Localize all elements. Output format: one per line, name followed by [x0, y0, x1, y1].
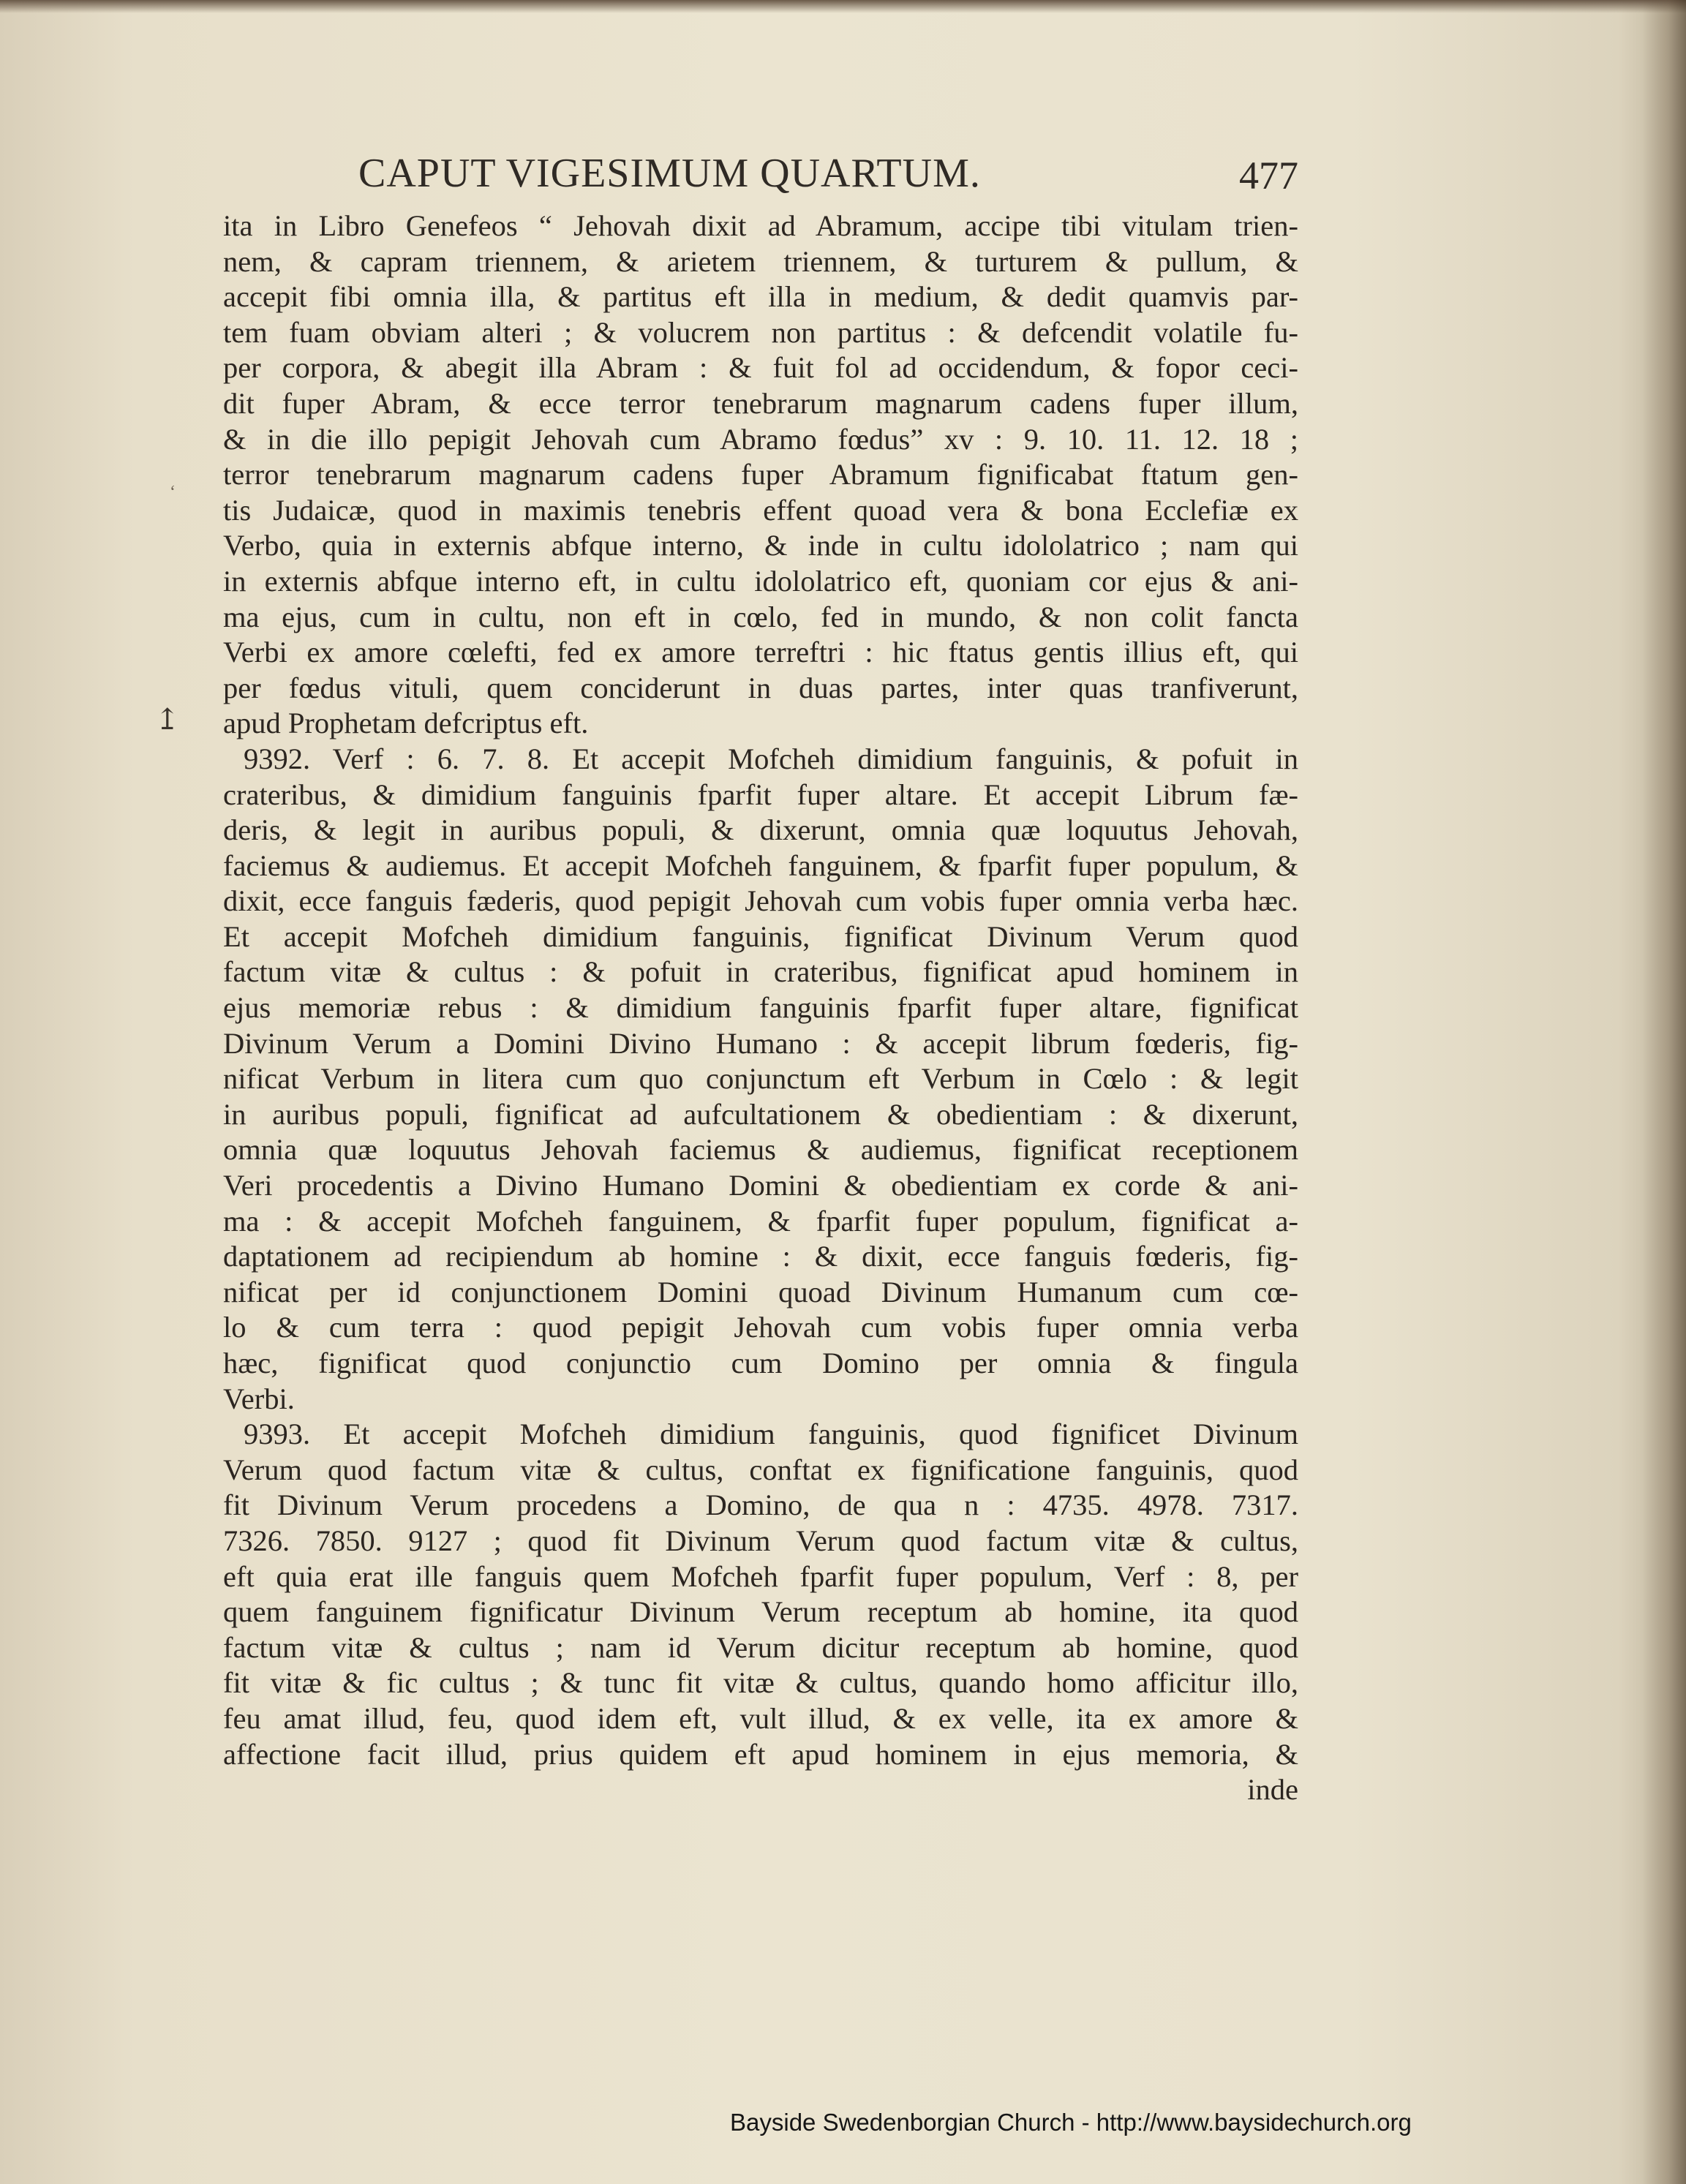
text-line: quem fanguinem fignificatur Divinum Verum receptum ab homine, ita quod [223, 1595, 1298, 1629]
text-line: nificat Verbum in litera cum quo conjunctum eft Verbum in Cœlo : & legit [223, 1062, 1298, 1096]
text-line: factum vitæ & cultus : & pofuit in crateribus, fignificat apud hominem in [223, 955, 1298, 989]
text-line: 7326. 7850. 9127 ; quod fit Divinum Verum quod factum vitæ & cultus, [223, 1524, 1298, 1557]
text-line: hæc, fignificat quod conjunctio cum Domino per omnia & fingula [223, 1347, 1298, 1379]
text-line: nificat per id conjunctionem Domini quoad Divinum Humanum cum cœ- [223, 1275, 1298, 1308]
margin-dot-mark: ‘ [170, 483, 176, 502]
text-line: Verum quod factum vitæ & cultus, conftat ex fignificatione fanguinis, quod [223, 1453, 1298, 1486]
text-line: in externis abfque interno eft, in cultu idololatrico eft, quoniam cor ejus & ani- [223, 564, 1298, 598]
text-line: Et accepit Mofcheh dimidium fanguinis, fignificat Divinum Verum quod [223, 919, 1298, 953]
text-line: eft quia erat ille fanguis quem Mofcheh fparfit fuper populum, Verf : 8, per [223, 1559, 1298, 1593]
text-line: tis Judaicæ, quod in maximis tenebris effent quoad vera & bona Ecclefiæ ex [223, 493, 1298, 527]
text-line: fit vitæ & fic cultus ; & tunc fit vitæ & cultus, quando homo afficitur illo, [223, 1666, 1298, 1700]
text-line: per fœdus vituli, quem conciderunt in duas partes, inter quas tranfiverunt, [223, 671, 1298, 704]
paragraph-9393 [223, 1417, 1298, 1808]
text-line: feu amat illud, feu, quod idem eft, vult illud, & ex velle, ita ex amore & [223, 1701, 1298, 1735]
text-line: Verbo, quia in externis abfque interno, & inde in cultu idololatrico ; nam qui [223, 529, 1298, 562]
book-page [223, 143, 1298, 1808]
text-line: Verbi. [223, 1382, 295, 1415]
text-line: ma ejus, cum in cultu, non eft in cœlo, fed in mundo, & non colit fancta [223, 600, 1298, 633]
text-line: dit fuper Abram, & ecce terror tenebrarum magnarum cadens fuper illum, [223, 386, 1298, 420]
text-line: nem, & capram triennem, & arietem triennem, & turturem & pullum, & [223, 244, 1298, 278]
chapter-title: CAPUT VIGESIMUM QUARTUM. [358, 151, 981, 196]
page-right-edge-shadow [1642, 0, 1686, 2184]
paragraph-first-line: 9393. Et accepit Mofcheh dimidium fanguinis, quod fignificet Divinum [244, 1417, 1298, 1451]
catchword: inde [1247, 1773, 1298, 1807]
text-line: omnia quæ loquutus Jehovah faciemus & audiemus, fignificat receptionem [223, 1133, 1298, 1167]
paragraph-9392 [223, 742, 1298, 1417]
text-line: faciemus & audiemus. Et accepit Mofcheh fanguinem, & fparfit fuper populum, & [223, 848, 1298, 882]
text-line: Veri procedentis a Divino Humano Domini & obedientiam ex corde & ani- [223, 1169, 1298, 1202]
text-line: apud Prophetam defcriptus eft. [223, 707, 589, 740]
text-line: lo & cum terra : quod pepigit Jehovah cum vobis fuper omnia verba [223, 1311, 1298, 1344]
text-line: fit Divinum Verum procedens a Domino, de qua n : 4735. 4978. 7317. [223, 1488, 1298, 1522]
text-line: affectione facit illud, prius quidem eft apud hominem in ejus memoria, & [223, 1737, 1298, 1771]
running-head [223, 143, 1298, 208]
text-line: ejus memoriæ rebus : & dimidium fanguinis fparfit fuper altare, fignificat [223, 991, 1298, 1025]
margin-ink-mark: ↥ [155, 703, 180, 736]
text-line: deris, & legit in auribus populi, & dixerunt, omnia quæ loquutus Jehovah, [223, 813, 1298, 847]
text-line: & in die illo pepigit Jehovah cum Abramo fœdus” xv : 9. 10. 11. 12. 18 ; [223, 422, 1298, 456]
text-line: accepit fibi omnia illa, & partitus eft illa in medium, & dedit quamvis par- [223, 280, 1298, 314]
text-line: crateribus, & dimidium fanguinis fparfit fuper altare. Et accepit Librum fæ- [223, 777, 1298, 811]
source-credit-footer: Bayside Swedenborgian Church - http://www.baysidechurch.org [730, 2109, 1412, 2136]
text-line: ita in Libro Genefeos “ Jehovah dixit ad Abramum, accipe tibi vitulam trien- [223, 209, 1298, 242]
text-line: terror tenebrarum magnarum cadens fuper Abramum fignificabat ftatum gen- [223, 458, 1298, 492]
text-line: Verbi ex amore cœlefti, fed ex amore terreftri : hic ftatus gentis illius eft, qui [223, 636, 1298, 669]
text-line: in auribus populi, fignificat ad aufcultationem & obedientiam : & dixerunt, [223, 1097, 1298, 1131]
text-line: ma : & accepit Mofcheh fanguinem, & fparfit fuper populum, fignificat a- [223, 1204, 1298, 1238]
text-line: per corpora, & abegit illa Abram : & fuit fol ad occidendum, & fopor ceci- [223, 351, 1298, 385]
page-top-edge-shadow [0, 0, 1686, 13]
text-line: tem fuam obviam alteri ; & volucrem non partitus : & defcendit volatile fu- [223, 315, 1298, 349]
paragraph-first-line: 9392. Verf : 6. 7. 8. Et accepit Mofcheh dimidium fanguinis, & pofuit in [244, 742, 1298, 775]
text-line: dixit, ecce fanguis fæderis, quod pepigit Jehovah cum vobis fuper omnia verba hæc. [223, 884, 1298, 918]
text-line: daptationem ad recipiendum ab homine : & dixit, ecce fanguis fœderis, fig- [223, 1240, 1298, 1273]
page-number: 477 [1239, 154, 1298, 197]
text-line: factum vitæ & cultus ; nam id Verum dicitur receptum ab homine, quod [223, 1630, 1298, 1664]
text-line: Divinum Verum a Domini Divino Humano : & accepit librum fœderis, fig- [223, 1026, 1298, 1060]
paragraph-continuation [223, 208, 1298, 742]
